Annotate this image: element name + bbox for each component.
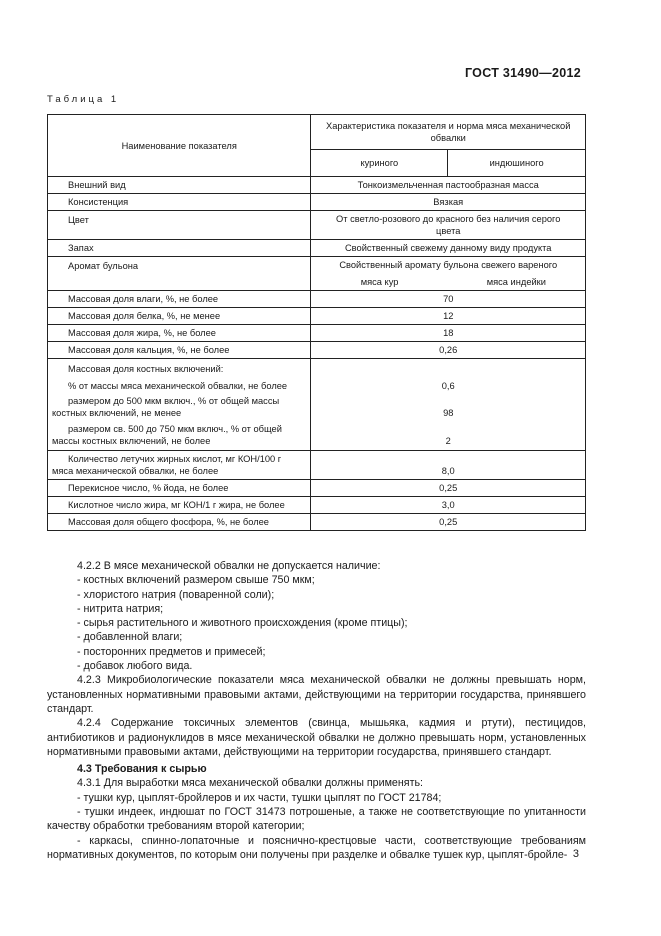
list-item: - тушки индеек, индюшат по ГОСТ 31473 потрошеные, а также не соответствующие по упитанности качеству обработки требованиям второй категории; bbox=[47, 806, 586, 833]
table-row bbox=[48, 325, 586, 342]
bone-inclusions-values bbox=[311, 359, 586, 451]
table-row bbox=[48, 240, 586, 257]
table-row bbox=[48, 177, 586, 194]
table-row bbox=[48, 342, 586, 359]
table-caption: Таблица 1 bbox=[47, 94, 120, 105]
row-label: Внешний вид bbox=[48, 177, 311, 194]
row-value: Вязкая bbox=[311, 194, 586, 211]
row-value: Свойственный свежему данному виду продукта bbox=[311, 240, 586, 257]
table-row bbox=[48, 480, 586, 497]
paragraph-4-3-1: 4.3.1 Для выработки мяса механической обвалки должны применять: bbox=[77, 777, 423, 790]
row-value-turkey: мяса индейки bbox=[448, 274, 586, 291]
row-value: 3,0 bbox=[311, 497, 586, 514]
table-row bbox=[48, 211, 586, 240]
col-header-chicken: куриного bbox=[311, 150, 448, 177]
list-item: - каркасы, спинно-лопаточные и пояснично-крестцовые части, соответствующие требованиям нормативных документов, по которым они получены при разделке и обвалке тушек кур, цыплят-бройле- bbox=[47, 834, 586, 861]
row-label: размером до 500 мкм включ., % от общей массы костных включений, не менее bbox=[52, 396, 280, 418]
row-label: размером св. 500 до 750 мкм включ., % от общей массы костных включений, не более bbox=[52, 424, 282, 446]
list-item: - добавок любого вида. bbox=[77, 660, 193, 673]
standard-number: ГОСТ 31490—2012 bbox=[464, 66, 581, 80]
table-row bbox=[48, 291, 586, 308]
indicators-table bbox=[47, 114, 586, 531]
row-value: 70 bbox=[311, 291, 586, 308]
table-row bbox=[48, 257, 586, 274]
row-label: Цвет bbox=[48, 211, 311, 240]
table-row bbox=[48, 308, 586, 325]
list-item: - костных включений размером свыше 750 мкм; bbox=[77, 574, 315, 587]
table-row bbox=[48, 451, 586, 480]
table-row bbox=[48, 514, 586, 531]
row-label: Аромат бульона bbox=[48, 257, 311, 291]
row-value: 8,0 bbox=[311, 451, 586, 480]
row-value: 98 bbox=[443, 408, 454, 418]
row-label: Массовая доля жира, %, не более bbox=[48, 325, 311, 342]
row-value: 0,6 bbox=[441, 381, 455, 391]
list-item: - сырья растительного и животного происхождения (кроме птицы); bbox=[77, 617, 408, 630]
table-row bbox=[48, 497, 586, 514]
table-row bbox=[48, 359, 586, 451]
col-header-indicator: Наименование показателя bbox=[48, 115, 311, 177]
row-label: Массовая доля влаги, %, не более bbox=[48, 291, 311, 308]
list-item: - посторонних предметов и примесей; bbox=[77, 645, 266, 658]
col-header-turkey: индюшиного bbox=[448, 150, 586, 177]
row-value: 0,25 bbox=[311, 480, 586, 497]
row-value: От светло-розового до красного без наличия серого цвета bbox=[311, 211, 586, 240]
row-value: 2 bbox=[445, 436, 451, 446]
row-label: Консистенция bbox=[48, 194, 311, 211]
page-number: 3 bbox=[572, 848, 579, 860]
table-row bbox=[48, 194, 586, 211]
row-value-chicken: мяса кур bbox=[311, 274, 448, 291]
paragraph-4-2-4: 4.2.4 Содержание токсичных элементов (свинца, мышьяка, кадмия и ртути), пестицидов, антибиотиков и радионуклидов в мясе механической обвалки не должно превышать норм, установленных нормативными правовыми актами, действующими на территории государства, принявшего стандарт. bbox=[47, 717, 586, 758]
list-item: - тушки кур, цыплят-бройлеров и их части, тушки цыплят по ГОСТ 21784; bbox=[77, 791, 442, 804]
row-label: Массовая доля кальция, %, не более bbox=[48, 342, 311, 359]
list-item: - хлористого натрия (поваренной соли); bbox=[77, 588, 275, 601]
row-label: Массовая доля белка, %, не менее bbox=[48, 308, 311, 325]
paragraph-4-2-2: 4.2.2 В мясе механической обвалки не допускается наличие: bbox=[77, 560, 381, 572]
row-label: % от массы мяса механической обвалки, не более bbox=[68, 381, 288, 391]
row-value: Свойственный аромату бульона свежего вареного bbox=[311, 257, 586, 274]
paragraph-4-2-3: 4.2.3 Микробиологические показатели мяса механической обвалки не должны превышать норм, установленных нормативными правовыми актами, действующими на территории государства, принявшего стандарт. bbox=[47, 674, 586, 715]
col-header-characteristic: Характеристика показателя и норма мяса механической обвалки bbox=[311, 115, 586, 150]
row-label: Перекисное число, % йода, не более bbox=[48, 480, 311, 497]
list-item: - нитрита натрия; bbox=[77, 602, 164, 615]
row-label: Массовая доля общего фосфора, %, не более bbox=[48, 514, 311, 531]
row-value: 12 bbox=[311, 308, 586, 325]
row-value: 18 bbox=[311, 325, 586, 342]
row-value: 0,26 bbox=[311, 342, 586, 359]
row-label: Кислотное число жира, мг КОН/1 г жира, не более bbox=[48, 497, 311, 514]
section-heading: 4.3 Требования к сырью bbox=[77, 763, 207, 776]
row-label: Массовая доля костных включений: bbox=[68, 364, 224, 374]
body-text bbox=[47, 559, 586, 862]
row-value: 0,25 bbox=[311, 514, 586, 531]
row-value: Тонкоизмельченная пастообразная масса bbox=[311, 177, 586, 194]
bone-inclusions-labels bbox=[48, 359, 311, 451]
row-label: Количество летучих жирных кислот, мг КОН/100 г мяса механической обвалки, не более bbox=[48, 451, 311, 480]
list-item: - добавленной влаги; bbox=[77, 631, 183, 644]
row-label: Запах bbox=[48, 240, 311, 257]
